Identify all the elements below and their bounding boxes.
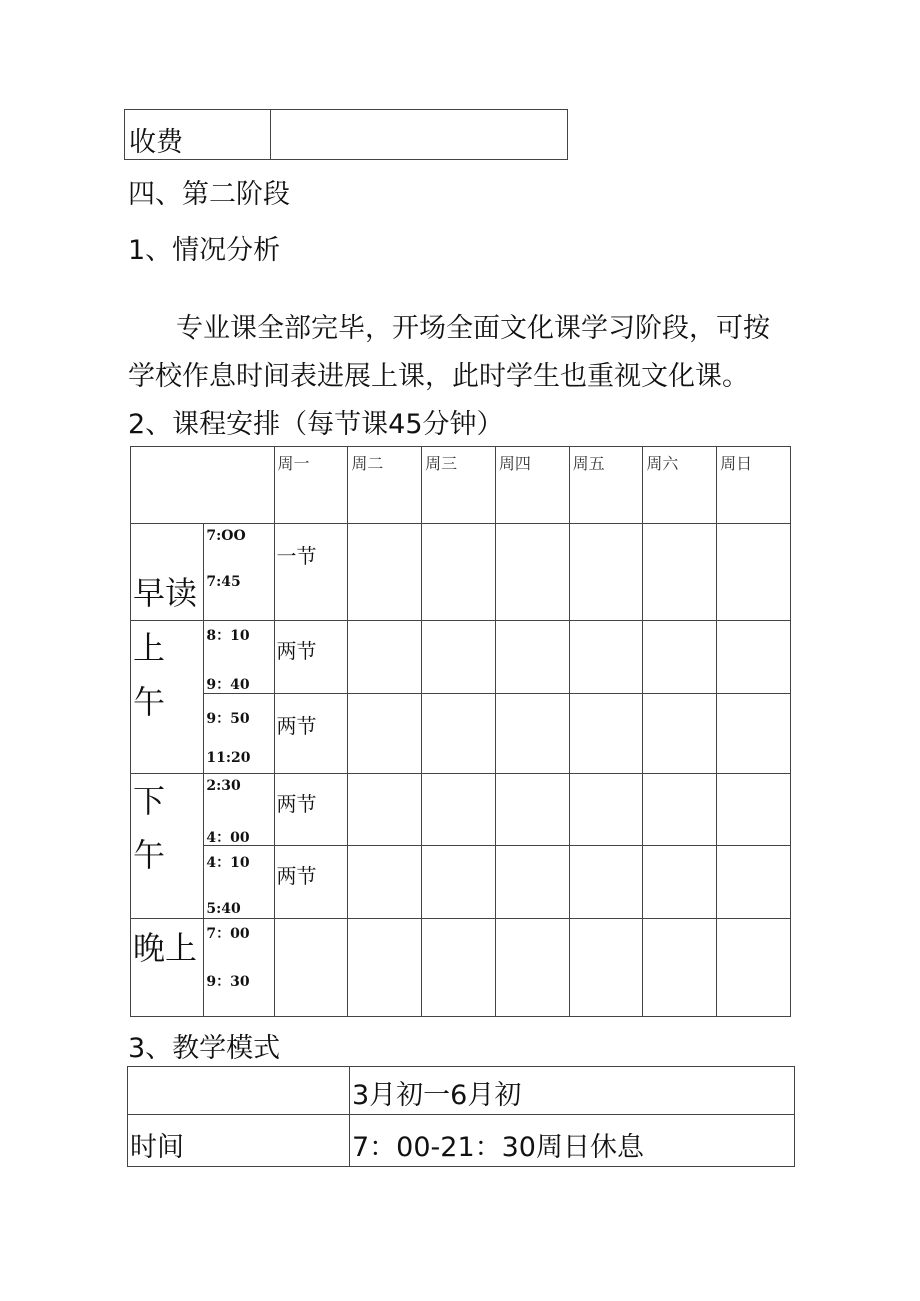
time-cell: [204, 846, 274, 919]
time-start: 9：50: [206, 711, 250, 727]
time-cell: [204, 919, 274, 1017]
time-end: 9：30: [206, 974, 250, 990]
period-evening: [131, 919, 204, 1017]
time-start: 7：00: [206, 926, 250, 942]
table-row: [131, 774, 791, 846]
time-end: 4：00: [206, 830, 250, 846]
day-sun: 周日: [717, 447, 791, 524]
mode-table: [127, 1066, 795, 1167]
schedule-table: [130, 446, 791, 1017]
situation-line-2: 学校作息时间表进展上课，此时学生也重视文化课。: [128, 361, 749, 392]
time-cell: [204, 621, 274, 694]
time-cell: [204, 694, 274, 774]
period-afternoon: [131, 774, 204, 919]
session-cell: 两节: [274, 694, 348, 774]
schedule-corner-cell: [131, 447, 275, 524]
session-cell: 两节: [274, 621, 348, 694]
day-sat: 周六: [643, 447, 717, 524]
day-wed: 周三: [422, 447, 496, 524]
mode-time-label: 时间: [128, 1115, 350, 1167]
table-row: [131, 621, 791, 694]
day-mon: 周一: [274, 447, 348, 524]
time-start: 4：10: [206, 855, 250, 871]
period-morning: [131, 621, 204, 774]
schedule-title: 2、课程安排（每节课45分钟）: [128, 409, 504, 440]
table-row: [131, 846, 791, 919]
period-label: 晚上: [133, 929, 198, 967]
period-label: 早读: [133, 574, 198, 612]
schedule-header-row: [131, 447, 791, 524]
mode-time-value: 7：00-21：30周日休息: [350, 1115, 795, 1167]
table-row: [131, 694, 791, 774]
table-row: [131, 919, 791, 1017]
session-cell: 两节: [274, 846, 348, 919]
session-cell: 一节: [274, 524, 348, 621]
period-label: 午: [133, 683, 166, 721]
time-start: 7:OO: [206, 528, 246, 544]
period-morning-read: [131, 524, 204, 621]
day-fri: 周五: [569, 447, 643, 524]
mode-title: 3、教学模式: [128, 1033, 281, 1064]
time-end: 5:40: [206, 901, 241, 917]
period-label: 午: [133, 836, 166, 874]
day-tue: 周二: [348, 447, 422, 524]
time-start: 2:30: [206, 778, 241, 794]
mode-row1-value: 3月初一6月初: [350, 1067, 795, 1115]
section-4-title: 四、第二阶段: [128, 179, 290, 210]
time-end: 7:45: [206, 574, 241, 590]
mode-row1-label: [128, 1067, 350, 1115]
fee-value: [271, 110, 568, 160]
situation-line-1: 专业课全部完毕，开场全面文化课学习阶段，可按: [176, 313, 770, 344]
fee-label: 收费: [125, 110, 271, 160]
situation-title: 1、情况分析: [128, 235, 281, 266]
time-end: 9：40: [206, 677, 250, 693]
time-end: 11:20: [206, 750, 251, 766]
table-row: [131, 524, 791, 621]
day-thu: 周四: [495, 447, 569, 524]
time-cell: [204, 524, 274, 621]
period-label: 下: [133, 782, 166, 820]
session-cell: [274, 919, 348, 1017]
time-start: 8：10: [206, 628, 250, 644]
time-cell: [204, 774, 274, 846]
fee-table: [124, 109, 568, 160]
session-cell: 两节: [274, 774, 348, 846]
period-label: 上: [133, 629, 166, 667]
